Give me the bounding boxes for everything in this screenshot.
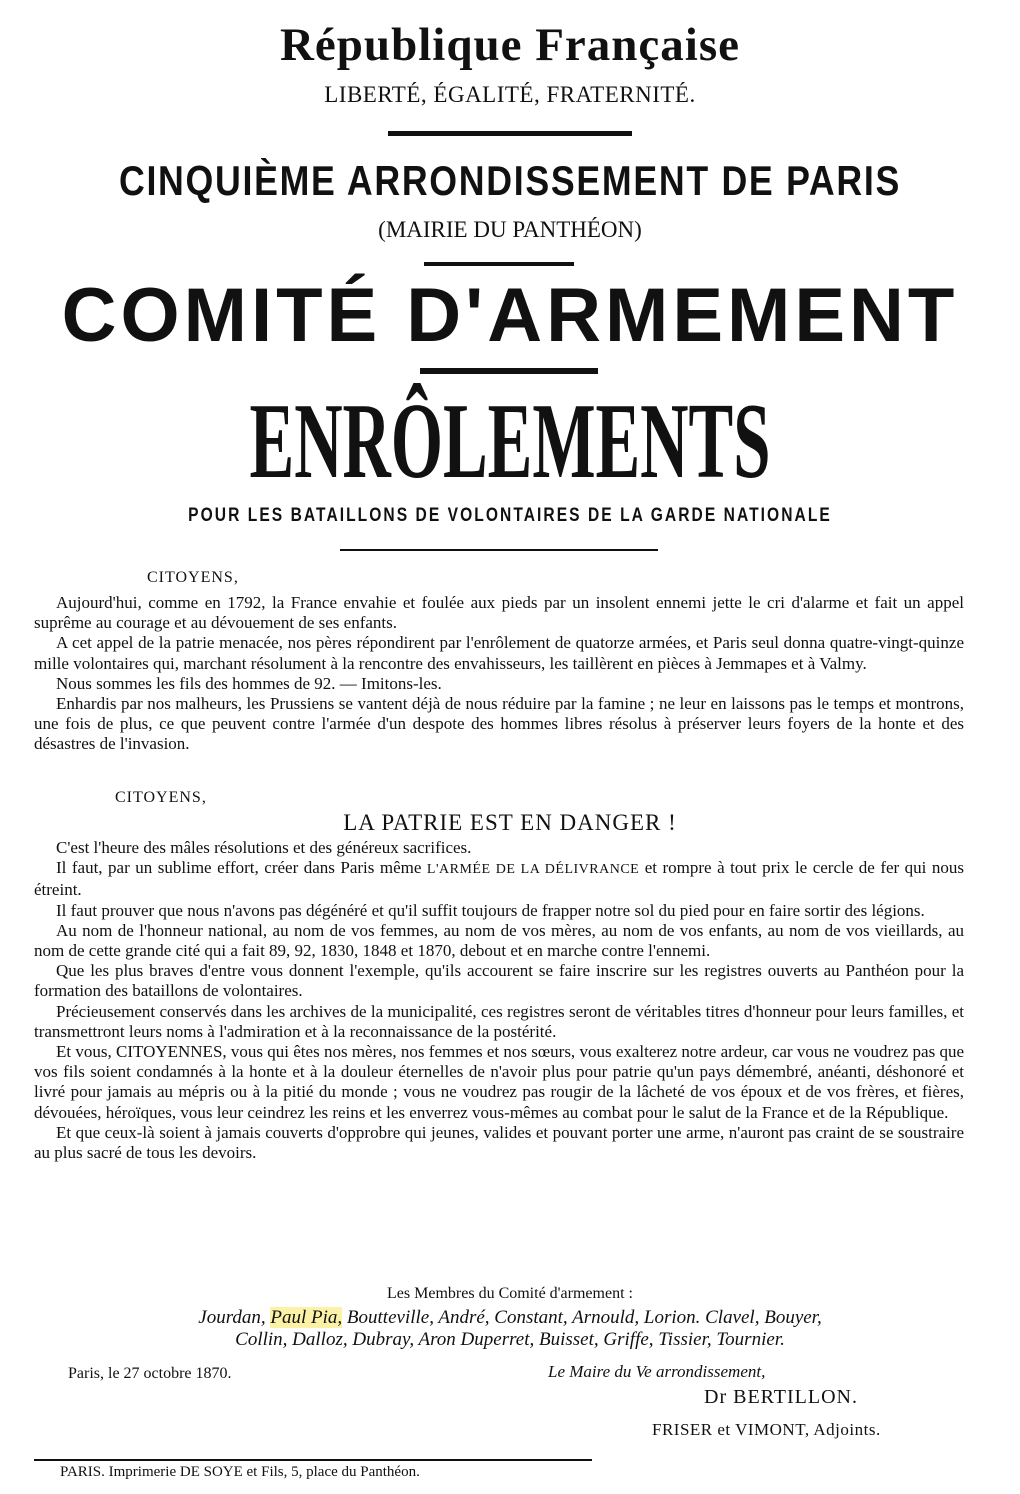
republic-title: République Française bbox=[279, 19, 740, 71]
paragraph bbox=[34, 858, 964, 900]
mairie-subtitle: (MAIRIE DU PANTHÉON) bbox=[378, 217, 642, 242]
member-names: Boutteville, André, Constant, Arnould, Lorion. Clavel, Bouyer, bbox=[342, 1307, 822, 1328]
text-run: Il faut, par un sublime effort, créer dans Paris même bbox=[56, 858, 427, 878]
comite-title: COMITÉ D'ARMEMENT bbox=[61, 273, 959, 358]
paragraph: Et vous, CITOYENNES, vous qui êtes nos mères, nos femmes et nos sœurs, vous exalterez notre ardeur, car vous ne voudrez pas que vos fils soient condamnés à la honte et à la douleur éternelles de n'avoir plus pour patrie qu'un pays démembré, anéanti, déshonoré et livré pour jamais au mépris ou à la pitié du monde ; vous ne voudrez pas rougir de la lâcheté de vos époux et de vos frères, et fières, dévouées, héroïques, vous leur ceindrez les reins et les enverrez vous-mêmes au combat pour le salut de la France et de la République. bbox=[34, 1042, 964, 1122]
members-line-1 bbox=[0, 1307, 1020, 1329]
printer-credit: PARIS. Imprimerie DE SOYE et Fils, 5, place du Panthéon. bbox=[60, 1464, 420, 1480]
paragraph: Que les plus braves d'entre vous donnent l'exemple, qu'ils accourent se faire inscrire sur les registres ouverts au Panthéon pour la formation des bataillons de volontaires. bbox=[34, 961, 964, 1001]
motto: LIBERTÉ, ÉGALITÉ, FRATERNITÉ. bbox=[324, 82, 696, 107]
arrondissement-title: CINQUIÈME ARRONDISSEMENT DE PARIS bbox=[118, 157, 902, 204]
divider-2 bbox=[424, 262, 574, 266]
member-names: Jourdan, bbox=[198, 1307, 271, 1328]
divider-1 bbox=[388, 131, 632, 136]
paragraph: C'est l'heure des mâles résolutions et des généreux sacrifices. bbox=[56, 838, 472, 857]
body-section-1 bbox=[34, 593, 964, 755]
enrolements-title: ENRÔLEMENTS bbox=[249, 382, 771, 501]
body-section-2 bbox=[34, 838, 964, 1163]
garde-subtitle: POUR LES BATAILLONS DE VOLONTAIRES DE LA GARDE NATIONALE bbox=[188, 505, 832, 526]
member-names: Collin, Dalloz, Dubray, Aron Duperret, Buisset, Griffe, Tissier, Tournier. bbox=[235, 1329, 785, 1350]
divider-4 bbox=[340, 549, 658, 551]
paragraph: Précieusement conservés dans les archives de la municipalité, ces registres seront de véritables titres d'honneur pour leurs familles, et transmettront leurs noms à l'admiration et à la reconnaissance de la postérité. bbox=[34, 1001, 964, 1041]
armee-emphasis: L'ARMÉE DE LA DÉLIVRANCE bbox=[426, 862, 640, 878]
footer-divider bbox=[34, 1459, 592, 1461]
members-label: Les Membres du Comité d'armement : bbox=[387, 1285, 633, 1302]
maire-title: Le Maire du Ve arrondissement, bbox=[548, 1362, 766, 1381]
signing-date: Paris, le 27 octobre 1870. bbox=[68, 1365, 232, 1382]
danger-heading: LA PATRIE EST EN DANGER ! bbox=[343, 810, 677, 835]
divider-3 bbox=[420, 368, 598, 374]
paragraph: Il faut prouver que nous n'avons pas dégénéré et qu'il suffit toujours de frapper notre sol du pied pour en faire sortir des légions. bbox=[56, 900, 925, 920]
salutation-2: CITOYENS, bbox=[115, 789, 207, 806]
adjoints: FRISER et VIMONT, Adjoints. bbox=[652, 1420, 881, 1439]
salutation-1: CITOYENS, bbox=[147, 569, 239, 586]
highlighted-name: Paul Pia, bbox=[270, 1307, 343, 1328]
paragraph: Enhardis par nos malheurs, les Prussiens se vantent déjà de nous réduire par la famine ; ne leur en laissons pas le temps et montrons, une fois de plus, ce que peuvent contre l'armée d'un despote des hommes libres résolus à préserver leurs foyers de la honte et des désastres de l'invasion. bbox=[34, 694, 964, 754]
paragraph: Aujourd'hui, comme en 1792, la France envahie et foulée aux pieds par un insolent ennemi jette le cri d'alarme et fait un appel suprême au courage et au dévouement de ses enfants. bbox=[34, 593, 964, 633]
text-run: et rompre à tout prix le cercle de fer qui nous étreint. bbox=[34, 858, 965, 900]
members-line-2 bbox=[0, 1329, 1020, 1351]
paragraph: Au nom de l'honneur national, au nom de vos femmes, au nom de vos mères, au nom de vos enfants, au nom de vos vieillards, au nom de cette grande cité qui a fait 89, 92, 1830, 1848 et 1870, debout et en marche contre l'ennemi. bbox=[34, 920, 964, 961]
paragraph: Et que ceux-là soient à jamais couverts d'opprobre qui jeunes, valides et pouvant porter une arme, n'auront pas craint de se soustraire au plus sacré de tous les devoirs. bbox=[34, 1122, 964, 1163]
paragraph: Nous sommes les fils des hommes de 92. — Imitons-les. bbox=[56, 673, 442, 693]
paragraph: A cet appel de la patrie menacée, nos pères répondirent par l'enrôlement de quatorze armées, et Paris seul donna quatre-vingt-quinze mille volontaires qui, marchant résolument à la rencontre des envahisseurs, les taillèrent en pièces à Jemmapes et à Valmy. bbox=[34, 633, 964, 673]
maire-name: Dr BERTILLON. bbox=[704, 1386, 858, 1408]
